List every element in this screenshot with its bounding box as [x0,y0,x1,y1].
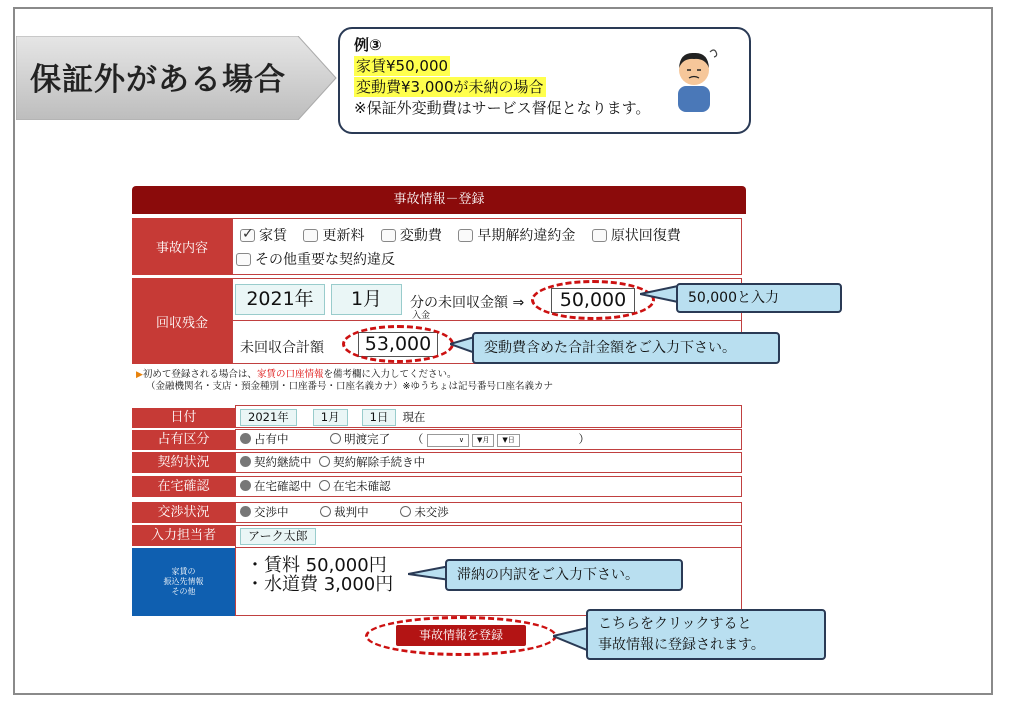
form-title-bar: 事故情報－登録 [132,186,746,214]
possession-day-select[interactable]: ▼日 [497,434,519,447]
breakdown-callout: 滞納の内訳をご入力下さい。 [445,559,683,591]
month-field[interactable]: 1月 [331,284,402,315]
negotiation-row [235,502,742,523]
year-field[interactable]: 2021年 [235,284,325,315]
negotiation-not-started[interactable]: 未交渉 [400,505,449,519]
option-other-breach[interactable]: その他重要な契約違反 [236,252,395,268]
negotiation-in-court[interactable]: 裁判中 [320,505,369,519]
date-label: 日付 [132,408,235,428]
presence-row [235,476,742,497]
date-year-field[interactable]: 2021年 [240,409,297,426]
option-early-termination[interactable]: 早期解約違約金 [458,228,575,244]
possession-year-select[interactable]: ∨ [427,434,469,447]
account-info-note: ▶初めて登録される場合は、家賃の口座情報を備考欄に入力してください。 [136,369,457,380]
checkbox-restoration[interactable] [592,229,607,242]
option-restoration[interactable]: 原状回復費 [592,228,681,244]
unpaid-amount-text: 分の未回収金額 ⇒ [410,295,525,311]
example-note: ※保証外変動費はサービス督促となります。 [354,99,651,117]
note-arrow-icon: ▶ [136,370,143,380]
incident-options-row1 [240,225,693,245]
option-rent[interactable]: ✓家賃 [240,228,287,244]
contract-label: 契約状況 [132,452,235,473]
total-unpaid-label: 未回収合計額 [240,340,324,356]
option-variable-cost[interactable]: 変動費 [381,228,442,244]
breakdown-line-water: ・水道費 3,000円 [246,574,394,595]
possession-paren-close: ） [578,432,590,446]
staff-label: 入力担当者 [132,525,235,546]
possession-label: 占有区分 [132,430,235,450]
example-rent: 家賃¥50,000 [356,57,449,75]
contract-row [235,452,742,473]
title-banner [16,36,338,120]
unpaid-amount-field[interactable]: 50,000 [551,288,635,313]
balance-label: 回収残金 [132,278,232,364]
amount-callout-pointer [640,280,680,310]
account-info-note-2: （金融機関名・支店・預金種別・口座番号・口座名義カナ）※ゆうちょは記号番号口座名義カナ [146,381,553,392]
negotiation-label: 交渉状況 [132,502,235,523]
checkbox-early-termination[interactable] [458,229,473,242]
amount-highlight-ellipse [531,280,655,320]
contract-continuing[interactable]: 契約継続中 [240,455,312,469]
date-month-field[interactable]: 1月 [313,409,348,426]
checkbox-other-breach[interactable] [236,253,251,266]
possession-occupied[interactable]: 占有中 [240,432,289,446]
presence-checking[interactable]: 在宅確認中 [240,479,312,493]
submit-callout: こちらをクリックすると 事故情報に登録されます。 [586,609,826,660]
negotiation-in-progress[interactable]: 交渉中 [240,505,289,519]
example-title: 例③ [354,36,382,54]
total-callout: 変動費含めた合計金額をご入力下さい。 [472,332,780,364]
presence-label: 在宅確認 [132,476,235,497]
deposit-small-label: 入金 [412,311,431,321]
presence-unchecked[interactable]: 在宅未確認 [319,479,391,493]
possession-paren-open: （ [411,432,424,446]
submit-callout-pointer [553,626,589,656]
option-renewal-fee[interactable]: 更新料 [303,228,364,244]
total-unpaid-field[interactable]: 53,000 [358,332,438,357]
payment-info-label: 家賃の 振込先情報 その他 [132,548,235,616]
checkbox-variable-cost[interactable] [381,229,396,242]
breakdown-line-rent: ・賃料 50,000円 [246,555,387,576]
checkbox-renewal-fee[interactable] [303,229,318,242]
total-highlight-ellipse [342,325,454,363]
register-incident-button[interactable]: 事故情報を登録 [396,625,526,646]
worried-person-icon [672,46,720,112]
date-row [235,405,742,428]
banner-title: 保証外がある場合 [30,62,286,98]
date-day-field[interactable]: 1日 [362,409,397,426]
staff-row [235,525,742,548]
possession-month-select[interactable]: ▼月 [472,434,494,447]
staff-name-field[interactable]: アーク太郎 [240,528,316,545]
amount-callout: 50,000と入力 [676,283,842,313]
date-current-text: 現在 [402,410,426,424]
contract-terminating[interactable]: 契約解除手続き中 [319,455,425,469]
incident-options-row2 [236,249,407,269]
possession-row [235,429,742,450]
example-variable-cost: 変動費¥3,000が未納の場合 [356,78,544,96]
possession-vacated[interactable]: 明渡完了 [330,432,390,446]
checkbox-rent[interactable] [240,229,255,242]
incident-label: 事故内容 [132,218,232,275]
